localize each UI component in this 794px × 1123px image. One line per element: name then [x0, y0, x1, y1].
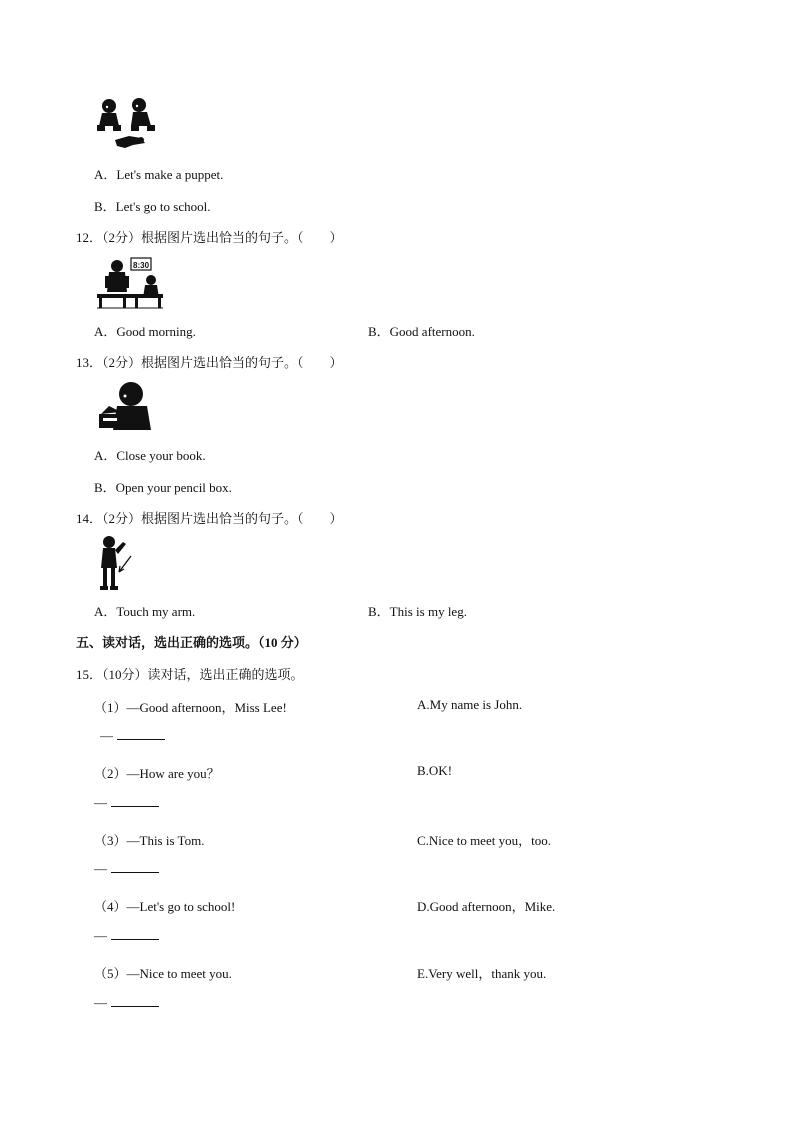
q15-stem: 15．（10分）读对话，选出正确的选项。 — [76, 667, 304, 682]
q15-prompt-5: （5）—Nice to meet you. — [94, 966, 232, 981]
q15-prompt-4: （4）—Let's go to school! — [94, 899, 236, 914]
q13-stem: 13．（2分）根据图片选出恰当的句子。（ ） — [76, 355, 343, 370]
dash: — — [94, 861, 107, 876]
q13-pencil-box-picture — [95, 378, 155, 432]
answer-blank[interactable] — [117, 728, 165, 740]
dash: — — [100, 728, 113, 743]
answer-blank[interactable] — [111, 795, 159, 807]
q12-option-b[interactable]: B．Good afternoon. — [368, 324, 475, 339]
q11-option-a[interactable]: A．Let's make a puppet. — [94, 167, 224, 182]
q15-choice-c: C.Nice to meet you，too. — [417, 833, 551, 848]
q12-morning-greeting-picture — [95, 254, 165, 310]
q15-choice-d: D.Good afternoon，Mike. — [417, 899, 556, 914]
q11-option-b[interactable]: B．Let's go to school. — [94, 199, 211, 214]
q13-option-a[interactable]: A．Close your book. — [94, 448, 206, 463]
answer-blank[interactable] — [111, 928, 159, 940]
q11-puppet-picture — [95, 96, 165, 154]
q14-option-a[interactable]: A．Touch my arm. — [94, 604, 196, 619]
q12-stem: 12．（2分）根据图片选出恰当的句子。（ ） — [76, 230, 343, 245]
q14-touch-leg-picture — [95, 534, 135, 592]
section5-heading: 五、读对话，选出正确的选项。（10 分） — [76, 635, 307, 650]
q14-option-b[interactable]: B．This is my leg. — [368, 604, 467, 619]
q15-choice-b: B.OK! — [417, 763, 453, 778]
dash: — — [94, 795, 107, 810]
q12-option-a[interactable]: A．Good morning. — [94, 324, 196, 339]
q15-choice-a: A.My name is John. — [417, 697, 523, 712]
q12-clock-text: 8:30 — [133, 261, 150, 270]
dash: — — [94, 928, 107, 943]
q15-prompt-1: （1）—Good afternoon，Miss Lee! — [94, 700, 287, 715]
q14-stem: 14．（2分）根据图片选出恰当的句子。（ ） — [76, 511, 343, 526]
q15-answer-1[interactable] — [100, 728, 165, 744]
q15-answer-2[interactable] — [94, 795, 159, 811]
q15-answer-4[interactable] — [94, 928, 159, 944]
q15-answer-3[interactable] — [94, 861, 159, 877]
q15-prompt-3: （3）—This is Tom. — [94, 833, 205, 848]
answer-blank[interactable] — [111, 995, 159, 1007]
q13-option-b[interactable]: B．Open your pencil box. — [94, 480, 232, 495]
answer-blank[interactable] — [111, 861, 159, 873]
q15-prompt-2: （2）—How are you？ — [94, 766, 220, 781]
q15-answer-5[interactable] — [94, 995, 159, 1011]
dash: — — [94, 995, 107, 1010]
q15-choice-e: E.Very well，thank you. — [417, 966, 547, 981]
